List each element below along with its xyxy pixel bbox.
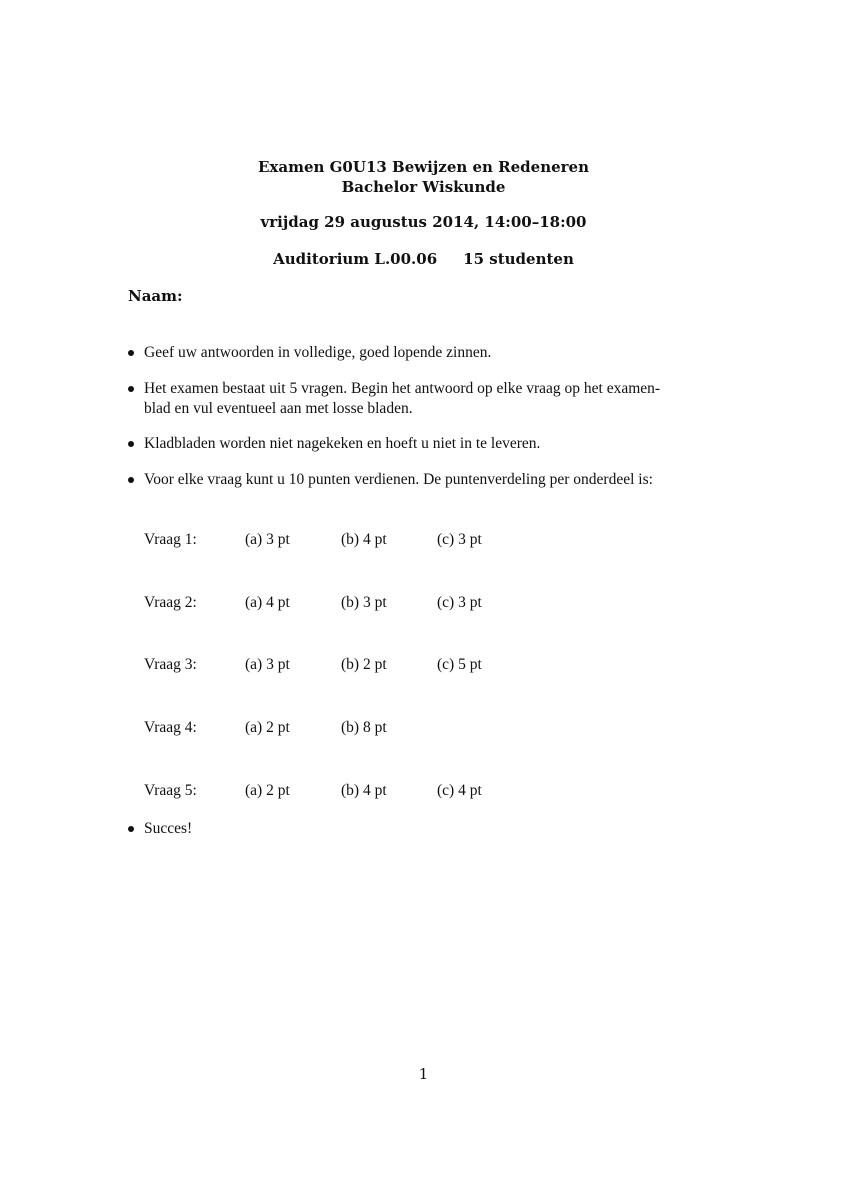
closing-item <box>128 819 758 839</box>
part-a-points: (a) 4 pt <box>245 594 290 611</box>
bullet-icon <box>128 386 134 392</box>
exam-subtitle: Bachelor Wiskunde <box>341 178 506 196</box>
points-row <box>144 594 564 614</box>
part-a-points: (a) 3 pt <box>245 656 290 673</box>
bullet-icon <box>128 441 134 447</box>
part-c-points: (c) 3 pt <box>437 594 482 611</box>
points-row <box>144 531 564 551</box>
part-c-points: (c) 5 pt <box>437 656 482 673</box>
exam-location <box>0 249 847 269</box>
part-a-points: (a) 2 pt <box>245 719 290 736</box>
part-b-points: (b) 8 pt <box>341 719 387 736</box>
bullet-icon <box>128 826 134 832</box>
part-c-points: (c) 3 pt <box>437 531 482 548</box>
part-a-points: (a) 2 pt <box>245 782 290 799</box>
question-label: Vraag 1: <box>144 531 197 548</box>
question-label: Vraag 5: <box>144 782 197 799</box>
bullet-icon <box>128 477 134 483</box>
closing-text: Succes! <box>144 820 193 837</box>
exam-student-count: 15 studenten <box>463 250 574 268</box>
exam-room: Auditorium L.00.06 <box>273 250 438 268</box>
name-label: Naam: <box>128 287 183 305</box>
instruction-item <box>128 434 758 454</box>
part-b-points: (b) 2 pt <box>341 656 387 673</box>
exam-date: vrijdag 29 augustus 2014, 14:00–18:00 <box>260 213 587 231</box>
instruction-item <box>128 470 758 490</box>
question-label: Vraag 3: <box>144 656 197 673</box>
part-b-points: (b) 3 pt <box>341 594 387 611</box>
instruction-text: Kladbladen worden niet nagekeken en hoeft u niet in te leveren. <box>144 435 541 452</box>
instruction-item <box>128 343 758 363</box>
points-row <box>144 719 564 739</box>
points-row <box>144 656 564 676</box>
bullet-icon <box>128 350 134 356</box>
points-row <box>144 782 564 802</box>
instruction-item <box>128 379 758 419</box>
question-label: Vraag 2: <box>144 594 197 611</box>
part-c-points: (c) 4 pt <box>437 782 482 799</box>
instruction-text: Het examen bestaat uit 5 vragen. Begin het antwoord op elke vraag op het examen- blad en vul eventueel aan met losse bladen. <box>144 380 661 417</box>
question-label: Vraag 4: <box>144 719 197 736</box>
page-number: 1 <box>418 1065 429 1083</box>
part-b-points: (b) 4 pt <box>341 782 387 799</box>
instruction-text: Voor elke vraag kunt u 10 punten verdienen. De puntenverdeling per onderdeel is: <box>144 471 653 488</box>
part-b-points: (b) 4 pt <box>341 531 387 548</box>
instruction-text: Geef uw antwoorden in volledige, goed lopende zinnen. <box>144 344 492 361</box>
exam-title: Examen G0U13 Bewijzen en Redeneren <box>257 158 590 176</box>
part-a-points: (a) 3 pt <box>245 531 290 548</box>
